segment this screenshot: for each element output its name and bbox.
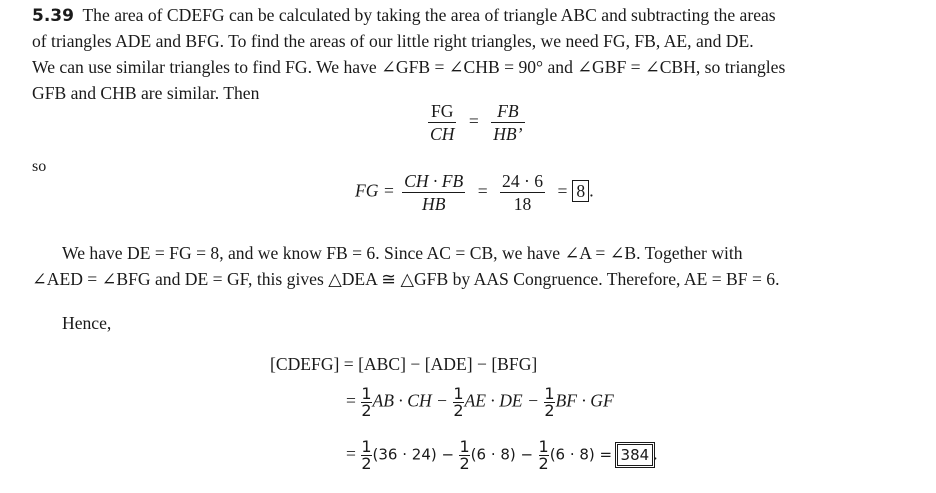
final-answer-box: 384 [617,444,654,466]
fraction-numeric [500,170,545,215]
term-ab-ch: AB · CH − [372,390,448,411]
numerator: 24 · 6 [502,171,544,191]
area-numeric-row: = $\frac{1}{2}$ (36 · 24) − $\frac{1}{2}$ (6 · 8) − $\frac{1}{2}$ (6 · 8) = 384 . [346,437,658,473]
half-fraction: $\frac{1}{2}$ [361,437,372,473]
problem-number: 5.39 [32,6,74,26]
para2-line-1: We have DE = FG = 8, and we know FB = 6. Since AC = CB, we have ∠A = ∠B. Together with [62,243,743,263]
fraction-fg-ch [428,100,456,145]
term-bf-gf: BF · GF [555,390,614,411]
term-ae-de: AE · DE − [464,390,539,411]
fraction-ch-fb-hb [402,170,465,215]
fraction-fb-hb [491,100,524,145]
fg-computation: FG = $\frac{CH \cdot FB}{HB}$ = $\frac{24 \cdot 6}{18}$ = 8 . [355,171,594,214]
half-fraction: $\frac{1}{2}$ [361,384,372,420]
numeric-term-1: (36 · 24) − [372,445,455,464]
intro-line-3: We can use similar triangles to find FG. We have ∠GFB = ∠CHB = 90° and ∠GBF = ∠CBH, so triangles [32,57,786,77]
half-fraction: $\frac{1}{2}$ [538,437,549,473]
intro-text-1: The area of CDEFG can be calculated by taking the area of triangle ABC and subtracting the areas [82,5,776,25]
intro-line-1 [32,5,776,26]
denominator: 18 [513,194,532,214]
intro-line-4: GFB and CHB are similar. Then [32,83,260,103]
numerator: FG [430,101,454,121]
fg-answer-box: 8 [572,180,589,202]
numerator: CH · FB [404,171,464,191]
hence-label: Hence, [62,313,112,333]
denominator: CH [430,124,455,144]
numeric-term-3: (6 · 8) = [549,445,613,464]
fg-lhs: FG = [355,180,395,201]
so-label: so [32,158,47,175]
similar-ratio-equation: $\frac{FG}{CH}$ = $\frac{FB}{HB’}$ [430,101,523,144]
numerator: FB [497,101,519,121]
half-fraction: $\frac{1}{2}$ [459,437,470,473]
half-fraction: $\frac{1}{2}$ [544,384,555,420]
denominator: HB [421,194,446,214]
numeric-term-2: (6 · 8) − [470,445,534,464]
half-fraction: $\frac{1}{2}$ [453,384,464,420]
intro-line-2: of triangles ADE and BFG. To find the areas of our little right triangles, we need FG, FB, AE, and DE. [32,31,754,51]
area-formula-row: = $\frac{1}{2}$ AB · CH − $\frac{1}{2}$ AE · DE − $\frac{1}{2}$ BF · GF [346,384,614,420]
para2-line-2: ∠AED = ∠BFG and DE = GF, this gives △DEA ≅ △GFB by AAS Congruence. Therefore, AE = BF = 6. [32,269,780,289]
denominator: HB’ [493,124,523,144]
area-decomposition: [CDEFG] = [ABC] − [ADE] − [BFG] [270,354,538,374]
